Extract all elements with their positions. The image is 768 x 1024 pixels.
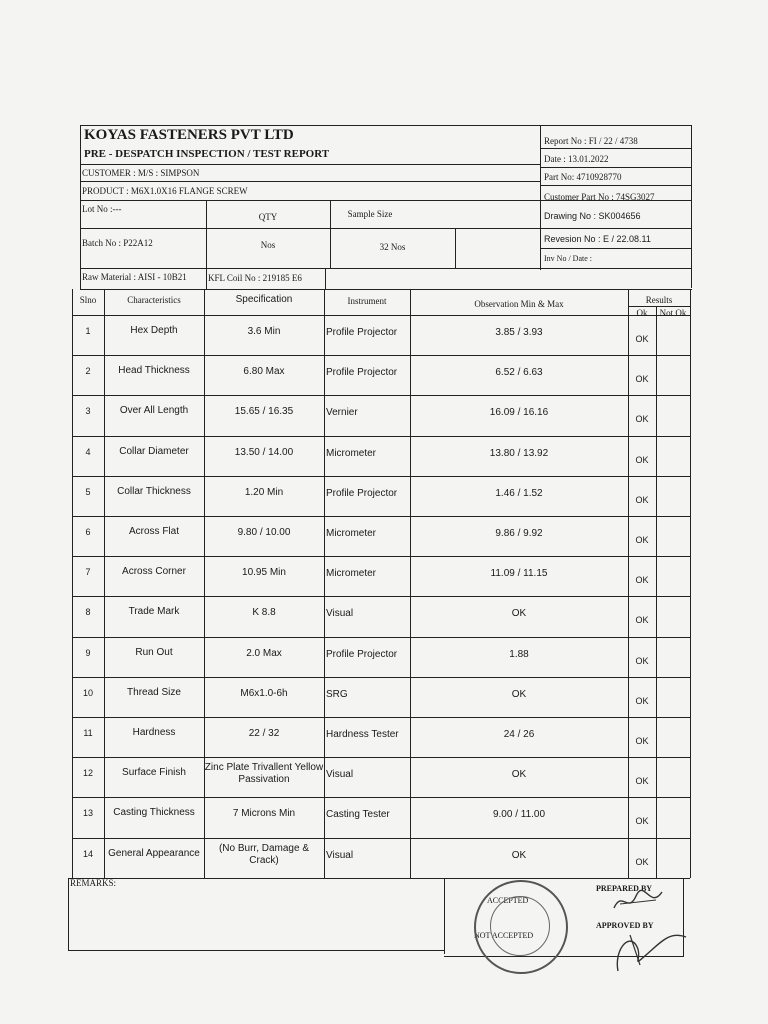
not-accepted-label: NOT ACCEPTED	[474, 931, 534, 940]
qty-unit: Nos	[260, 240, 276, 250]
company-stamp	[474, 880, 568, 974]
right-hline-1	[540, 148, 692, 149]
row-instrument: Profile Projector	[326, 649, 398, 660]
row-slno: 9	[85, 648, 91, 658]
right-hline-3	[540, 185, 692, 186]
hline-5	[80, 268, 692, 269]
row-characteristic: Thread Size	[127, 687, 181, 698]
row-result-ok: OK	[635, 374, 649, 384]
row-instrument: Vernier	[326, 407, 358, 418]
row-result-ok: OK	[635, 776, 649, 786]
col-header-observation: Observation Min & Max	[474, 299, 564, 309]
col-header-results: Results	[645, 295, 673, 305]
row-slno: 4	[85, 447, 91, 457]
remarks-label: REMARKS:	[70, 878, 117, 888]
row-result-ok: OK	[635, 495, 649, 505]
row-observation: 1.88	[509, 649, 529, 660]
inv-no: Inv No / Date :	[544, 254, 592, 263]
row-instrument: Micrometer	[326, 448, 377, 459]
row-specification: 9.80 / 10.00	[237, 527, 291, 538]
part-no: Part No: 4710928770	[544, 172, 622, 182]
row-characteristic: Hex Depth	[130, 325, 178, 336]
row-result-ok: OK	[635, 816, 649, 826]
row-characteristic: Hardness	[132, 727, 176, 738]
row-instrument: Profile Projector	[326, 327, 398, 338]
row-characteristic: Over All Length	[119, 405, 189, 416]
row-slno: 13	[82, 808, 93, 818]
row-result-ok: OK	[635, 414, 649, 424]
row-result-ok: OK	[635, 455, 649, 465]
frame-left-top	[80, 125, 81, 290]
row-specification: K 8.8	[252, 607, 276, 618]
sample-size-value: 32 Nos	[379, 242, 406, 252]
drawing-no: Drawing No : SK004656	[544, 211, 641, 221]
vline-kfl	[325, 268, 326, 289]
row-specification: 7 Microns Min	[232, 808, 296, 819]
row-result-ok: OK	[635, 615, 649, 625]
approved-signature	[600, 925, 690, 975]
qty-label: QTY	[258, 212, 278, 222]
row-specification: 10.95 Min	[242, 567, 286, 578]
prepared-by-label: PREPARED BY	[596, 884, 653, 893]
row-characteristic: General Appearance	[108, 848, 200, 859]
row-observation: 6.52 / 6.63	[495, 367, 543, 378]
revision-no: Revesion No : E / 22.08.11	[544, 234, 651, 244]
footer-bottom-line	[68, 950, 444, 951]
prepared-signature	[610, 886, 670, 916]
batch-no: Batch No : P22A12	[82, 238, 153, 248]
row-result-ok: OK	[635, 736, 649, 746]
lot-no: Lot No :---	[82, 204, 122, 214]
vline-sample	[455, 228, 456, 268]
table-col-line	[690, 289, 691, 878]
footer-left-line	[68, 878, 69, 950]
frame-right-top	[691, 125, 692, 288]
stamp-inner-ring	[490, 896, 550, 956]
hline-1	[80, 164, 540, 165]
right-hline-2	[540, 167, 692, 168]
row-instrument: Hardness Tester	[326, 729, 399, 740]
footer-top-line	[68, 878, 684, 879]
row-observation: OK	[511, 769, 527, 780]
report-date: Date : 13.01.2022	[544, 154, 609, 164]
row-characteristic: Head Thickness	[118, 365, 190, 376]
row-result-ok: OK	[635, 857, 649, 867]
hline-4	[80, 228, 692, 229]
accepted-label: ACCEPTED	[487, 896, 529, 905]
row-instrument: Visual	[326, 769, 354, 780]
row-specification: (No Burr, Damage & Crack)	[218, 843, 310, 866]
col-header-not-ok: Not Ok	[659, 308, 687, 318]
row-characteristic: Collar Thickness	[117, 486, 191, 497]
col-header-specification: Specification	[235, 294, 293, 305]
row-observation: OK	[511, 608, 527, 619]
row-observation: 24 / 26	[503, 729, 535, 740]
row-observation: 1.46 / 1.52	[495, 488, 543, 499]
col-header-ok: Ok	[636, 308, 648, 318]
row-observation: OK	[511, 850, 527, 861]
row-observation: 9.00 / 11.00	[492, 809, 546, 820]
row-slno: 14	[82, 849, 93, 859]
footer-divider-line	[444, 878, 445, 954]
row-slno: 5	[85, 487, 91, 497]
product-name: PRODUCT : M6X1.0X16 FLANGE SCREW	[82, 186, 248, 196]
row-observation: 13.80 / 13.92	[489, 448, 549, 459]
report-title: PRE - DESPATCH INSPECTION / TEST REPORT	[84, 148, 330, 160]
row-observation: 11.09 / 11.15	[490, 568, 548, 579]
row-characteristic: Across Corner	[122, 566, 186, 577]
frame-top	[80, 125, 692, 126]
customer-part-no: Customer Part No : 74SG3027	[544, 192, 655, 202]
row-specification: 3.6 Min	[247, 326, 281, 337]
customer-name: CUSTOMER : M/S : SIMPSON	[82, 168, 200, 178]
col-header-characteristics: Characteristics	[127, 295, 181, 305]
row-observation: 3.85 / 3.93	[495, 327, 543, 338]
company-name: KOYAS FASTENERS PVT LTD	[84, 127, 294, 143]
row-slno: 1	[85, 326, 91, 336]
row-slno: 3	[85, 406, 91, 416]
approved-by-label: APPROVED BY	[596, 921, 654, 930]
row-slno: 6	[85, 527, 91, 537]
right-hline-4	[540, 248, 692, 249]
row-result-ok: OK	[635, 575, 649, 585]
row-instrument: SRG	[326, 689, 348, 700]
row-slno: 12	[82, 768, 93, 778]
row-instrument: Visual	[326, 608, 354, 619]
row-result-ok: OK	[635, 535, 649, 545]
row-specification: 15.65 / 16.35	[234, 406, 294, 417]
row-instrument: Visual	[326, 850, 354, 861]
raw-material: Raw Material : AISI - 10B21	[82, 272, 187, 282]
row-slno: 2	[85, 366, 91, 376]
row-slno: 11	[83, 728, 93, 738]
row-specification: 22 / 32	[248, 728, 280, 739]
row-instrument: Casting Tester	[326, 809, 390, 820]
row-observation: 9.86 / 9.92	[495, 528, 543, 539]
table-col-line	[656, 306, 657, 878]
row-characteristic: Collar Diameter	[119, 446, 189, 457]
report-no: Report No : FI / 22 / 4738	[544, 136, 638, 146]
hline-2	[80, 181, 540, 182]
row-characteristic: Surface Finish	[122, 767, 186, 778]
row-instrument: Profile Projector	[326, 367, 398, 378]
kfl-coil-no: KFL Coil No : 219185 E6	[208, 273, 302, 283]
row-characteristic: Across Flat	[128, 526, 179, 537]
row-observation: 16.09 / 16.16	[489, 407, 549, 418]
row-characteristic: Trade Mark	[128, 606, 180, 617]
row-slno: 10	[82, 688, 93, 698]
row-specification: 6.80 Max	[243, 366, 285, 377]
hline-6	[80, 289, 692, 290]
row-instrument: Micrometer	[326, 568, 377, 579]
row-observation: OK	[511, 689, 527, 700]
row-slno: 8	[85, 607, 91, 617]
row-instrument: Micrometer	[326, 528, 377, 539]
row-characteristic: Casting Thickness	[113, 807, 195, 818]
row-specification: 2.0 Max	[246, 648, 282, 659]
col-header-instrument: Instrument	[347, 296, 387, 306]
row-specification: 13.50 / 14.00	[234, 447, 294, 458]
vline-raw	[206, 268, 207, 289]
row-specification: 1.20 Min	[244, 487, 284, 498]
row-specification: M6x1.0-6h	[240, 688, 288, 699]
sample-size-label: Sample Size	[347, 209, 393, 219]
row-instrument: Profile Projector	[326, 488, 398, 499]
row-result-ok: OK	[635, 656, 649, 666]
row-result-ok: OK	[635, 334, 649, 344]
row-slno: 7	[85, 567, 91, 577]
row-result-ok: OK	[635, 696, 649, 706]
row-specification: Zinc Plate Trivallent Yellow Passivation	[204, 762, 324, 785]
row-characteristic: Run Out	[135, 647, 173, 658]
col-header-slno: Slno	[79, 295, 97, 305]
